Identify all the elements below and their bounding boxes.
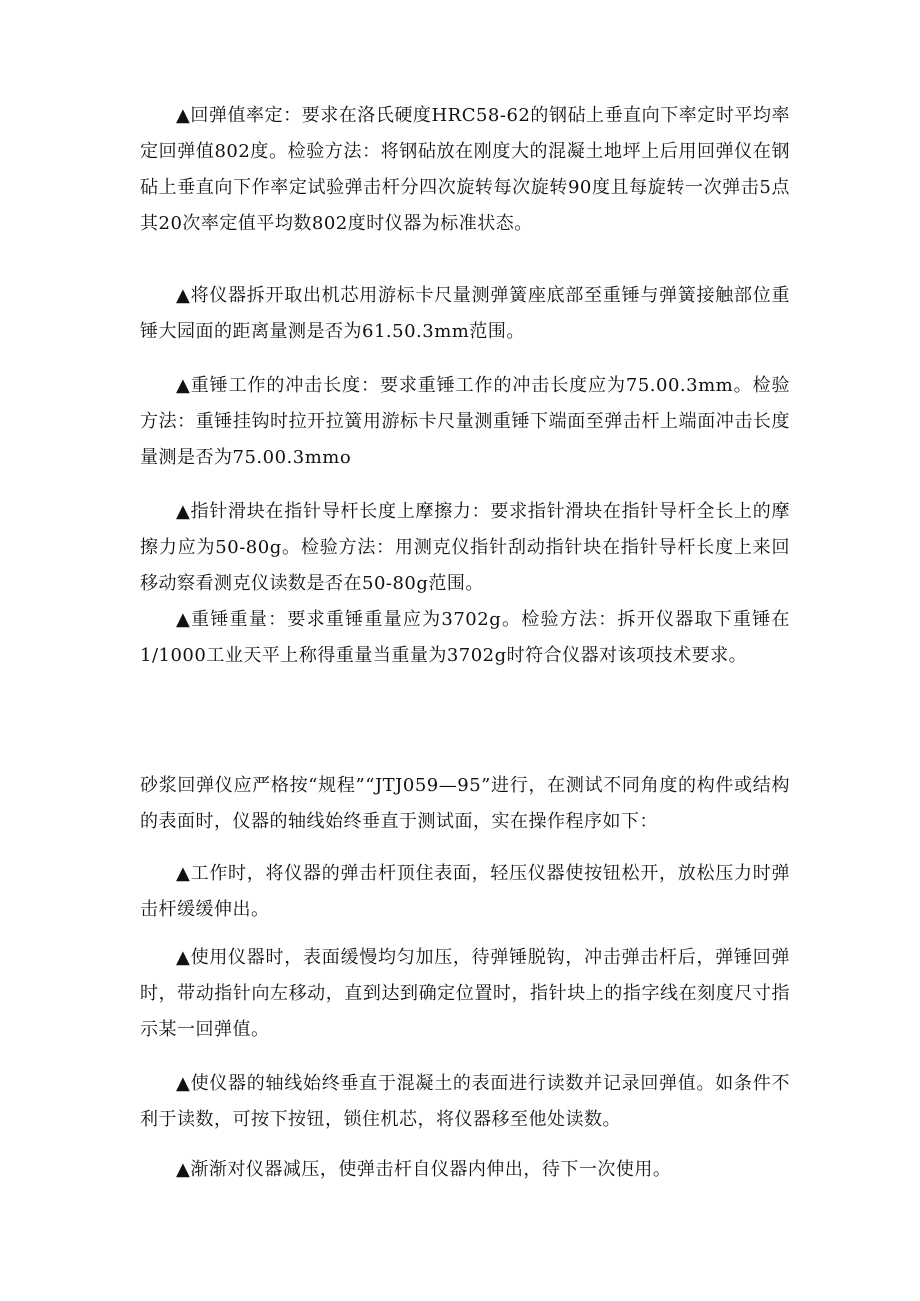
paragraph-step-using: ▲使用仪器时，表面缓慢均匀加压，待弹锤脱钩，冲击弹击杆后，弹锤回弹时，带动指针向左移动，直到达到确定位置时，指针块上的指字线在刻度尺寸指示某一回弹值。 [140, 947, 790, 1040]
paragraph-step-working: ▲工作时，将仪器的弹击杆顶住表面，轻压仪器使按钮松开，放松压力时弹击杆缓缓伸出。 [140, 863, 790, 920]
paragraph-mortar-rebound-intro: 砂浆回弹仪应严格按“规程”“JTJ059—95”进行，在测试不同角度的构件或结构的表面时，仪器的轴线始终垂直于测试面，实在操作程序如下： [140, 775, 790, 832]
paragraph-step-reading: ▲使仪器的轴线始终垂直于混凝土的表面进行读数并记录回弹值。如条件不利于读数，可按下按钮，锁住机芯，将仪器移至他处读数。 [140, 1073, 790, 1130]
paragraph-rebound-calibration: ▲回弹值率定：要求在洛氏硬度HRC58-62的钢砧上垂直向下率定时平均率定回弹值802度。检验方法：将钢砧放在刚度大的混凝土地坪上后用回弹仪在钢砧上垂直向下作率定试验弹击杆分四次旋转每次旋转90度且每旋转一次弹击5点其20次率定值平均数802度时仪器为标准状态。 [140, 105, 790, 234]
paragraph-hammer-weight: ▲重锤重量：要求重锤重量应为3702g。检验方法：拆开仪器取下重锤在1/1000工业天平上称得重量当重量为3702g时符合仪器对该项技术要求。 [140, 609, 790, 666]
paragraph-step-release: ▲渐渐对仪器减压，使弹击杆自仪器内伸出，待下一次使用。 [176, 1159, 672, 1180]
paragraph-spring-seat-distance: ▲将仪器拆开取出机芯用游标卡尺量测弹簧座底部至重锤与弹簧接触部位重锤大园面的距离量测是否为61.50.3mm范围。 [140, 285, 790, 342]
paragraph-pointer-friction: ▲指针滑块在指针导杆长度上摩擦力：要求指针滑块在指针导杆全长上的摩擦力应为50-80g。检验方法：用测克仪指针刮动指针块在指针导杆长度上来回移动察看测克仪读数是否在50-80g范围。 [140, 501, 790, 594]
paragraph-impact-length: ▲重锤工作的冲击长度：要求重锤工作的冲击长度应为75.00.3mm。检验方法：重锤挂钩时拉开拉簧用游标卡尺量测重锤下端面至弹击杆上端面冲击长度量测是否为75.00.3mmo [140, 375, 790, 468]
